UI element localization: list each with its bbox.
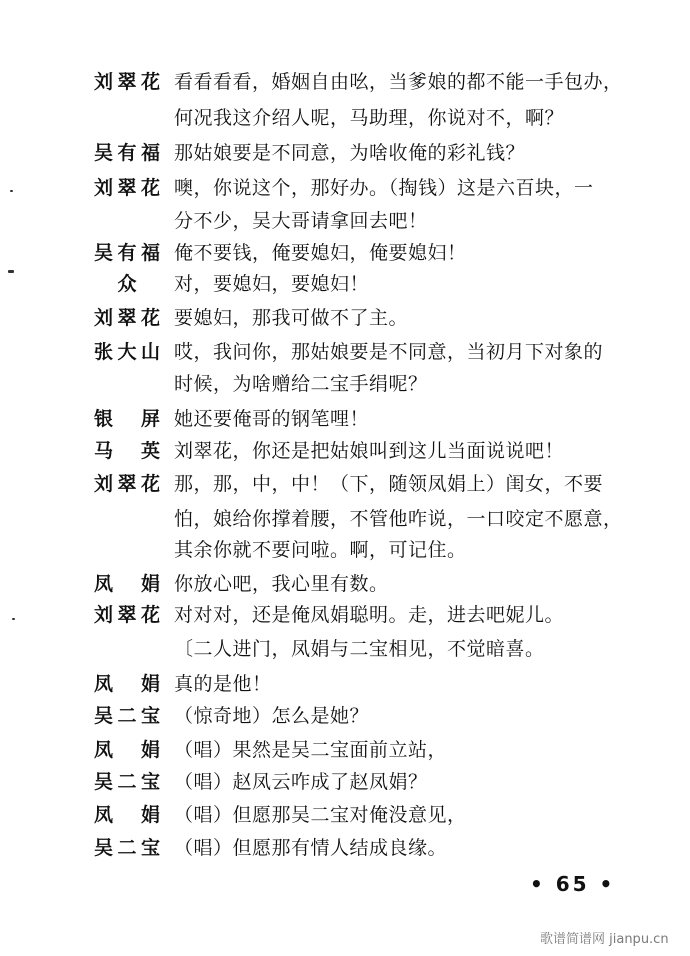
speech-text: （唱）赵凤云咋成了赵凤娟？	[174, 771, 428, 793]
speaker-name: 凤 娟	[94, 739, 160, 761]
speech-text: 那，那，中，中！（下，随领凤娟上）闺女，不要	[174, 473, 604, 495]
speaker-name: 刘翠花	[94, 473, 160, 495]
speech-text: 看看看看，婚姻自由吆，当爹娘的都不能一手包办，	[174, 71, 623, 93]
speech-text: 对对对，还是俺凤娟聪明。走，进去吧妮儿。	[174, 604, 565, 626]
speaker-name: 银 屏	[94, 408, 160, 430]
speech-text: 俺不要钱，俺要媳妇，俺要媳妇！	[174, 242, 467, 264]
speaker-name: 刘翠花	[94, 71, 160, 93]
speaker-name: 张大山	[94, 341, 160, 363]
speaker-name: 吴二宝	[94, 771, 160, 793]
speaker-name: 刘翠花	[94, 177, 160, 199]
scan-mark	[12, 618, 15, 620]
speaker-name: 凤 娟	[94, 573, 160, 595]
speaker-name: 吴二宝	[94, 837, 160, 859]
speech-text: （唱）果然是吴二宝面前立站，	[174, 739, 448, 761]
speech-text: 分不少，吴大哥请拿回去吧！	[174, 210, 428, 232]
speech-text: 真的是他！	[174, 673, 272, 695]
speech-text: 对，要媳妇，要媳妇！	[174, 273, 370, 295]
speaker-name: 众	[117, 273, 137, 295]
scan-mark	[8, 270, 14, 273]
speaker-name: 刘翠花	[94, 604, 160, 626]
speaker-name: 吴有福	[94, 142, 160, 164]
speech-text: 刘翠花，你还是把姑娘叫到这儿当面说说吧！	[174, 440, 565, 462]
speaker-name: 凤 娟	[94, 804, 160, 826]
speech-text: 那姑娘要是不同意，为啥收俺的彩礼钱？	[174, 142, 526, 164]
scan-mark	[10, 190, 13, 192]
speaker-name: 吴二宝	[94, 705, 160, 727]
speaker-name: 吴有福	[94, 242, 160, 264]
speech-text: （惊奇地）怎么是她？	[174, 705, 370, 727]
speech-text: 时候，为啥赠给二宝手绢呢？	[174, 373, 428, 395]
speech-text: 噢，你说这个，那好办。（掏钱）这是六百块，一	[174, 177, 594, 199]
speech-text: 要媳妇，那我可做不了主。	[174, 307, 409, 329]
stage-direction-text: 〔二人进门，凤娟与二宝相见，不觉暗喜。	[174, 638, 545, 660]
speaker-name: 凤 娟	[94, 673, 160, 695]
speech-text: 你放心吧，我心里有数。	[174, 573, 389, 595]
speech-text: 何况我这介绍人呢，马助理，你说对不，啊？	[174, 107, 565, 129]
speech-text: 其余你就不要问啦。啊，可记住。	[174, 539, 467, 561]
speech-text: 怕，娘给你撑着腰，不管他咋说，一口咬定不愿意，	[174, 508, 623, 530]
page-number: • 65 •	[530, 872, 616, 896]
speaker-name: 马 英	[94, 440, 160, 462]
speech-text: （唱）但愿那吴二宝对俺没意见，	[174, 804, 467, 826]
watermark: 歌谱简谱网 jianpu.cn	[540, 932, 669, 947]
speech-text: （唱）但愿那有情人结成良缘。	[174, 837, 448, 859]
speech-text: 她还要俺哥的钢笔哩！	[174, 408, 370, 430]
speech-text: 哎，我问你，那姑娘要是不同意，当初月下对象的	[174, 341, 604, 363]
speaker-name: 刘翠花	[94, 307, 160, 329]
